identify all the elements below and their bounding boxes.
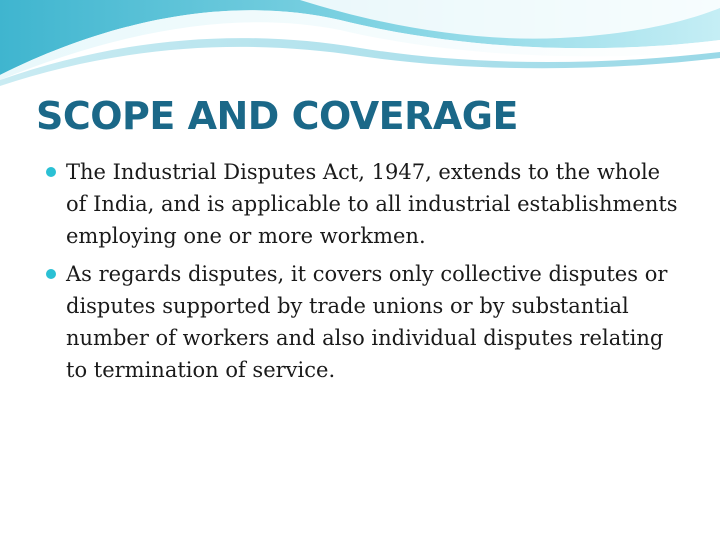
slide-title: SCOPE AND COVERAGE xyxy=(36,94,518,138)
bullet-text: The Industrial Disputes Act, 1947, extends to the whole of India, and is applicable to all industrial establishments employing one or more workmen. xyxy=(66,160,678,248)
bullet-item xyxy=(44,258,684,386)
bullet-text: As regards disputes, it covers only collective disputes or disputes supported by trade unions or by substantial number of workers and also individual disputes relating to termination of service. xyxy=(66,262,668,382)
header-wave-decoration xyxy=(0,0,720,100)
bullet-item xyxy=(44,156,684,252)
bullet-list xyxy=(44,156,684,392)
bullet-dot-icon xyxy=(46,269,56,279)
bullet-dot-icon xyxy=(46,167,56,177)
